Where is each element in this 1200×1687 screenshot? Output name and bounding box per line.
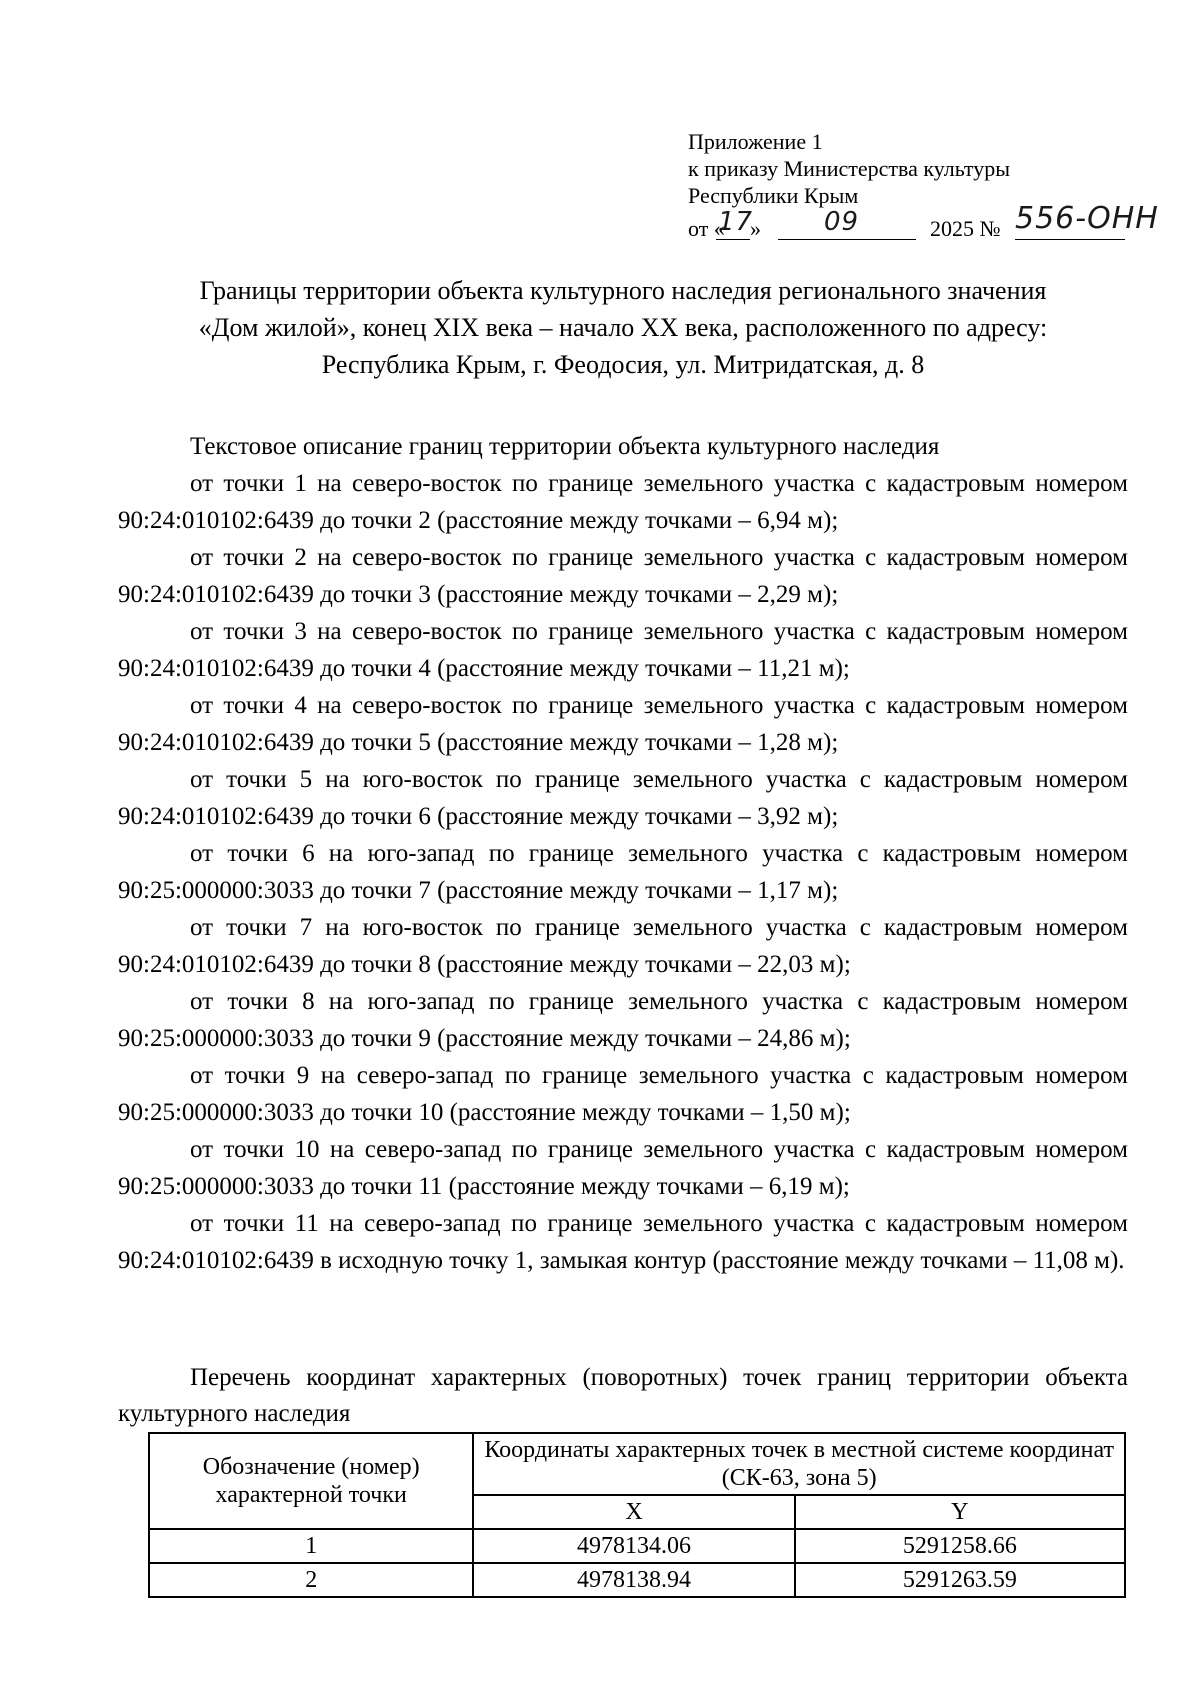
- table-header-row: [149, 1433, 1125, 1495]
- cell-y: 5291263.59: [795, 1563, 1125, 1597]
- cell-point: 1: [149, 1529, 473, 1563]
- appendix-order-ref: к приказу Министерства культуры: [688, 156, 1011, 181]
- description-heading: Текстовое описание границ территории объекта культурного наследия: [190, 433, 940, 460]
- boundary-paragraph: от точки 8 на юго-запад по границе земельного участка с кадастровым номером 90:25:000000:3033 до точки 9 (расстояние между точками – 24,86 м);: [118, 988, 1128, 1052]
- cell-x: 4978134.06: [473, 1529, 794, 1563]
- coordinates-intro: Перечень координат характерных (поворотных) точек границ территории объекта культурного наследия: [118, 1364, 1128, 1427]
- cell-x: 4978138.94: [473, 1563, 794, 1597]
- appendix-title: Приложение 1: [688, 129, 823, 154]
- header-coordinates: Координаты характерных точек в местной системе координат (СК-63, зона 5): [473, 1433, 1125, 1495]
- boundary-paragraph: от точки 3 на северо-восток по границе земельного участка с кадастровым номером 90:24:010102:6439 до точки 4 (расстояние между точками – 11,21 м);: [118, 618, 1128, 682]
- title-line-3: Республика Крым, г. Феодосия, ул. Митридатская, д. 8: [321, 350, 925, 379]
- day-underline: [716, 239, 750, 240]
- number-underline: [1015, 239, 1125, 240]
- boundary-paragraph: от точки 9 на северо-запад по границе земельного участка с кадастровым номером 90:25:000000:3033 до точки 10 (расстояние между точками – 1,50 м);: [118, 1062, 1128, 1126]
- date-year: 2025 №: [930, 216, 1001, 241]
- month-underline: [778, 239, 916, 240]
- appendix-date-line: [688, 201, 1159, 243]
- boundary-paragraph: от точки 4 на северо-восток по границе земельного участка с кадастровым номером 90:24:010102:6439 до точки 5 (расстояние между точками – 1,28 м);: [118, 692, 1128, 756]
- coordinates-table: [148, 1432, 1126, 1598]
- header-y: Y: [795, 1495, 1125, 1529]
- boundary-paragraph: от точки 2 на северо-восток по границе земельного участка с кадастровым номером 90:24:010102:6439 до точки 3 (расстояние между точками – 2,29 м);: [118, 544, 1128, 608]
- date-quote-close: »: [750, 216, 761, 241]
- title-line-1: Границы территории объекта культурного наследия регионального значения: [199, 276, 1047, 305]
- boundary-paragraph: от точки 6 на юго-запад по границе земельного участка с кадастровым номером 90:25:000000:3033 до точки 7 (расстояние между точками – 1,17 м);: [118, 840, 1128, 904]
- title-line-2: «Дом жилой», конец XIX века – начало XX века, расположенного по адресу:: [198, 313, 1048, 342]
- table-row: [149, 1563, 1125, 1597]
- boundary-description: [118, 428, 1128, 1279]
- order-number-handwritten: 556-ОНН: [1015, 201, 1159, 236]
- cell-y: 5291258.66: [795, 1529, 1125, 1563]
- boundary-paragraph: от точки 7 на юго-восток по границе земельного участка с кадастровым номером 90:24:010102:6439 до точки 8 (расстояние между точками – 22,03 м);: [118, 914, 1128, 978]
- document-title: [118, 272, 1128, 383]
- boundary-paragraph: от точки 1 на северо-восток по границе земельного участка с кадастровым номером 90:24:010102:6439 до точки 2 (расстояние между точками – 6,94 м);: [118, 470, 1128, 534]
- table-row: [149, 1529, 1125, 1563]
- boundary-paragraph: от точки 5 на юго-восток по границе земельного участка с кадастровым номером 90:24:010102:6439 до точки 6 (расстояние между точками – 3,92 м);: [118, 766, 1128, 830]
- boundary-paragraph: от точки 10 на северо-запад по границе земельного участка с кадастровым номером 90:25:000000:3033 до точки 11 (расстояние между точками – 6,19 м);: [118, 1136, 1128, 1200]
- appendix-header: [688, 128, 1159, 243]
- appendix-ministry: Республики Крым: [688, 183, 859, 208]
- date-prefix: от «: [688, 216, 725, 241]
- date-month-handwritten: 09: [824, 207, 860, 237]
- header-point: Обозначение (номер) характерной точки: [149, 1433, 473, 1529]
- boundary-paragraph: от точки 11 на северо-запад по границе земельного участка с кадастровым номером 90:24:010102:6439 в исходную точку 1, замыкая контур (расстояние между точками – 11,08 м).: [118, 1210, 1128, 1274]
- header-x: X: [473, 1495, 794, 1529]
- cell-point: 2: [149, 1563, 473, 1597]
- date-day-handwritten: 17: [718, 207, 754, 237]
